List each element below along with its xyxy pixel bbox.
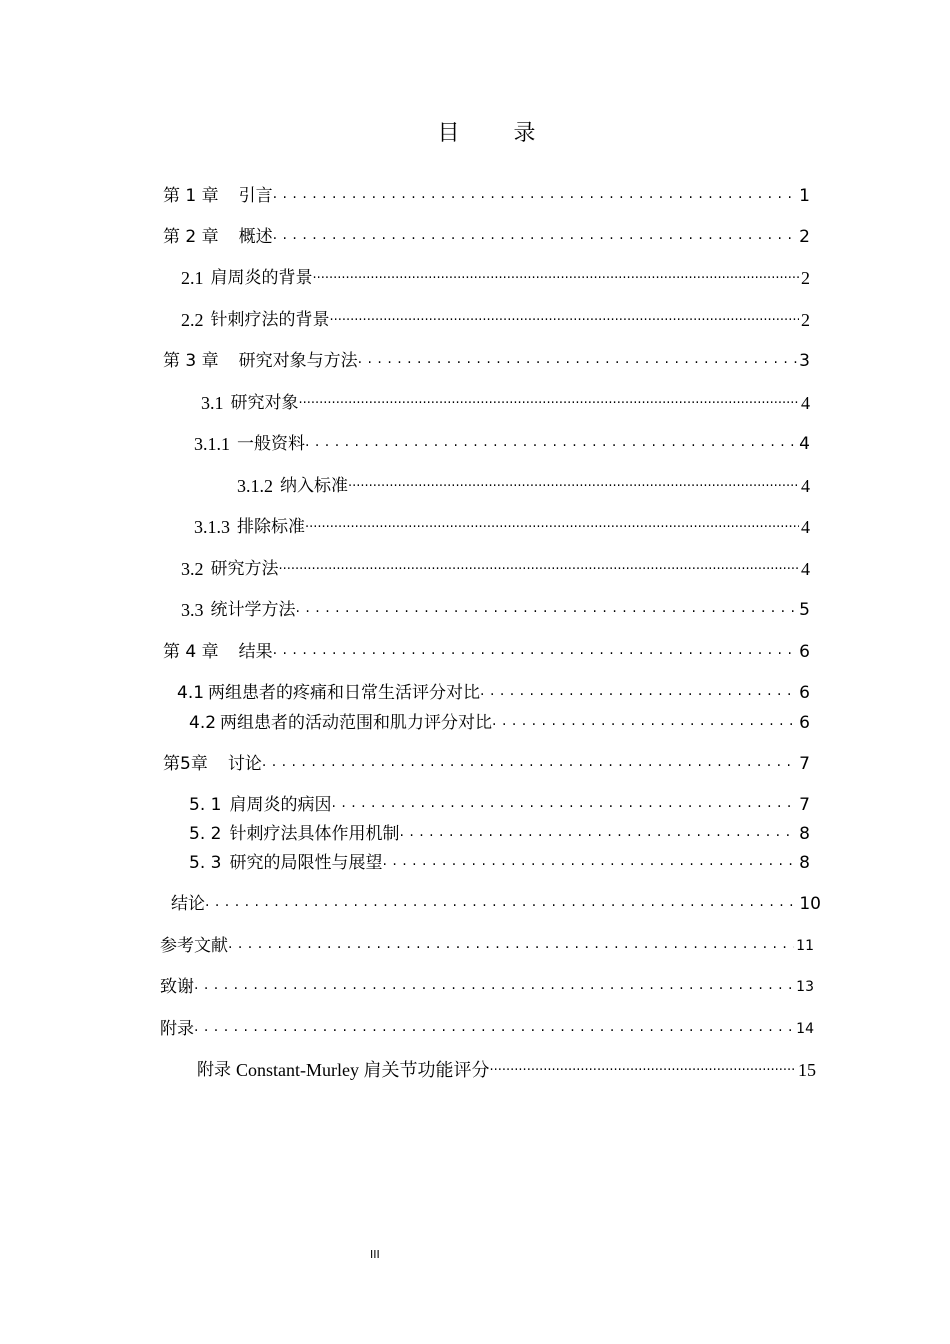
toc-entry-number: 3.1 [201, 393, 224, 413]
toc-title-part2: 录 [513, 121, 538, 146]
toc-entry-number: 4.2 [189, 713, 217, 733]
toc-entry-title: 附录 [160, 1019, 194, 1039]
toc-entry-page: 4 [801, 393, 810, 413]
toc-entry-title: 肩周炎的背景 [210, 268, 313, 288]
toc-entry-chapter-3[interactable] [163, 349, 810, 373]
toc-entry-page: 6 [799, 683, 810, 703]
toc-entry-number: 3.1.2 [237, 476, 273, 496]
toc-leader-dots [228, 934, 794, 958]
toc-entry-page: 7 [799, 754, 810, 774]
toc-leader-dots [399, 822, 797, 846]
toc-entry-title: 两组患者的活动范围和肌力评分对比 [220, 713, 493, 733]
toc-entry-chapter-2[interactable] [163, 225, 810, 249]
toc-entry-page: 5 [799, 600, 810, 620]
toc-leader-dots [273, 225, 798, 249]
toc-leader-dots [205, 892, 797, 916]
toc-entry-title: 研究对象 [230, 393, 299, 413]
toc-entry-5-2[interactable] [189, 822, 810, 846]
toc-entry-4-2[interactable] [189, 711, 810, 735]
toc-entry-number: 2.2 [181, 310, 204, 330]
toc-entry-title: 参考文献 [160, 936, 228, 956]
toc-leader-dots [358, 349, 798, 373]
toc-entry-page: 8 [799, 853, 810, 873]
toc-entry-number: 第 2 章 [163, 227, 219, 247]
toc-entry-page: 1 [799, 186, 810, 206]
toc-leader-dots [348, 474, 799, 498]
toc-leader-dots [273, 184, 798, 208]
toc-entry-title: 概述 [238, 227, 273, 247]
toc-entry-title: 肩周炎的病因 [229, 795, 332, 815]
toc-leader-dots [331, 793, 797, 817]
toc-entry-acknowledgements[interactable] [160, 975, 814, 999]
toc-leader-dots [492, 711, 797, 735]
toc-entry-number: 5. 1 [189, 795, 222, 815]
toc-leader-dots [305, 432, 797, 456]
toc-entry-page: 2 [801, 268, 810, 288]
toc-entry-page: 8 [799, 824, 810, 844]
toc-entry-number: 第 1 章 [163, 186, 219, 206]
toc-entry-references[interactable] [160, 934, 814, 958]
toc-entry-5-3[interactable] [189, 851, 810, 875]
toc-entry-appendix-constant-murley[interactable] [197, 1058, 816, 1082]
toc-entry-chapter-4[interactable] [163, 640, 810, 664]
toc-entry-title: Constant-Murley 肩关节功能评分 [236, 1060, 490, 1080]
toc-entry-3-1-3[interactable] [194, 515, 810, 539]
toc-entry-2-1[interactable] [181, 266, 810, 290]
toc-entry-2-2[interactable] [181, 308, 810, 332]
toc-entry-title: 研究的局限性与展望 [229, 853, 383, 873]
toc-entry-number: 2.1 [181, 268, 204, 288]
toc-entry-number: 第5章 [163, 754, 208, 774]
toc-entry-number: 3.1.3 [194, 517, 230, 537]
toc-entry-page: 4 [801, 517, 810, 537]
toc-leader-dots [299, 391, 800, 415]
toc-entry-page: 4 [801, 559, 810, 579]
footer-page-number: III [370, 1248, 380, 1261]
toc-entry-title: 研究对象与方法 [238, 351, 358, 371]
toc-entry-title: 致谢 [160, 977, 194, 997]
toc-leader-dots [382, 851, 797, 875]
toc-entry-appendix[interactable] [160, 1017, 814, 1041]
toc-entry-chapter-5[interactable] [163, 752, 810, 776]
toc-leader-dots [279, 557, 800, 581]
toc-entry-number: 3.3 [181, 600, 204, 620]
toc-entry-3-2[interactable] [181, 557, 810, 581]
toc-entry-number: 5. 2 [189, 824, 222, 844]
toc-title [0, 116, 950, 147]
toc-entry-title: 纳入标准 [280, 476, 348, 496]
toc-entry-title: 两组患者的疼痛和日常生活评分对比 [208, 683, 481, 703]
toc-entry-page: 11 [796, 938, 814, 954]
toc-entry-4-1[interactable] [177, 681, 810, 705]
toc-entry-page: 2 [799, 227, 810, 247]
toc-entry-page: 7 [799, 795, 810, 815]
toc-entry-number: 5. 3 [189, 853, 222, 873]
toc-leader-dots [262, 752, 797, 776]
toc-leader-dots [305, 515, 799, 539]
toc-entry-title: 结果 [238, 642, 273, 662]
toc-entry-3-1-2[interactable] [237, 474, 810, 498]
toc-entry-conclusion[interactable] [171, 892, 821, 916]
toc-entry-number: 4.1 [177, 683, 205, 703]
toc-entry-title: 统计学方法 [210, 600, 296, 620]
toc-entry-title: 引言 [238, 186, 273, 206]
toc-leader-dots [490, 1058, 797, 1082]
toc-entry-title: 讨论 [227, 754, 262, 774]
toc-entry-page: 2 [801, 310, 810, 330]
toc-entry-page: 6 [799, 713, 810, 733]
toc-entry-page: 14 [796, 1021, 814, 1037]
toc-entry-number: 第 3 章 [163, 351, 219, 371]
toc-entry-page: 4 [801, 476, 810, 496]
toc-entry-page: 4 [799, 434, 810, 454]
toc-entry-title: 一般资料 [237, 434, 305, 454]
toc-entry-number: 第 4 章 [163, 642, 219, 662]
toc-entry-page: 13 [796, 979, 814, 995]
toc-entry-title: 排除标准 [237, 517, 305, 537]
toc-entry-title: 针刺疗法的背景 [210, 310, 330, 330]
toc-leader-dots [296, 598, 798, 622]
toc-entry-title: 针刺疗法具体作用机制 [229, 824, 400, 844]
toc-entry-page: 10 [799, 894, 821, 914]
toc-entry-page: 3 [799, 351, 810, 371]
toc-leader-dots [194, 1017, 794, 1041]
toc-entry-title: 研究方法 [210, 559, 279, 579]
toc-entry-chapter-1[interactable] [163, 184, 810, 208]
toc-entry-number: 附录 [197, 1060, 231, 1080]
toc-entry-page: 15 [798, 1060, 816, 1080]
toc-entry-page: 6 [799, 642, 810, 662]
toc-entry-3-1-1[interactable] [194, 432, 810, 456]
toc-leader-dots [480, 681, 797, 705]
toc-title-part1: 目 [437, 121, 462, 146]
toc-leader-dots [313, 266, 800, 290]
toc-entry-3-3[interactable] [181, 598, 810, 622]
toc-entry-number: 3.2 [181, 559, 204, 579]
toc-entry-number: 3.1.1 [194, 434, 230, 454]
toc-leader-dots [273, 640, 798, 664]
toc-entry-3-1[interactable] [201, 391, 810, 415]
toc-leader-dots [330, 308, 800, 332]
toc-entry-5-1[interactable] [189, 793, 810, 817]
toc-leader-dots [194, 975, 794, 999]
toc-entry-title: 结论 [171, 894, 205, 914]
